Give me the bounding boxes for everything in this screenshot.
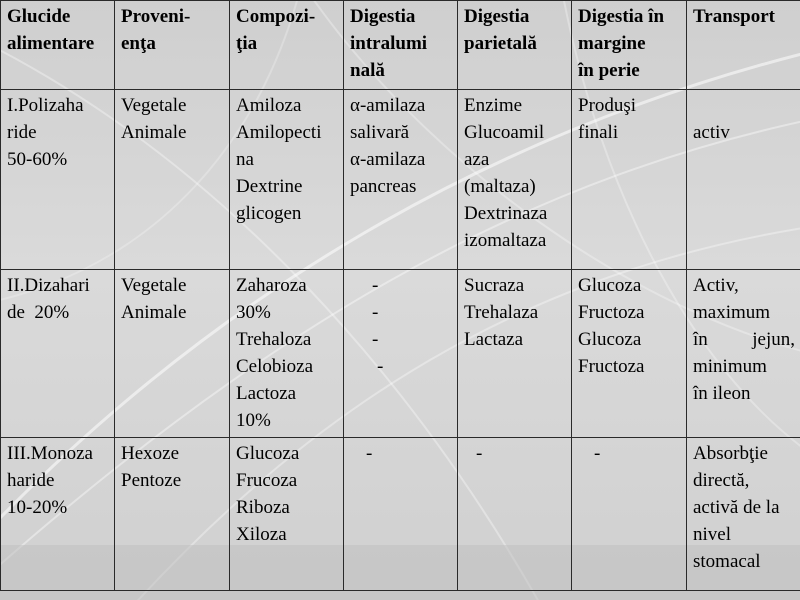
- cell-text: Produşi: [578, 95, 637, 116]
- cell-compozitia: [230, 270, 344, 438]
- cell-text: Absorbţie: [693, 443, 768, 464]
- cell-text: jejun,: [752, 329, 795, 350]
- header-text: nală: [350, 60, 385, 81]
- cell-digestia-intraluminala: [344, 90, 458, 270]
- cell-text: -: [366, 443, 373, 464]
- cell-text: Vegetale: [121, 275, 187, 296]
- cell-text: -: [372, 329, 379, 350]
- header-cell-compozitia: [230, 1, 344, 90]
- cell-compozitia: [230, 438, 344, 591]
- cell-provenienta: [115, 438, 230, 591]
- cell-text: Xiloza: [236, 524, 287, 545]
- header-text: ţia: [236, 33, 258, 54]
- cell-text: Lactaza: [464, 329, 524, 350]
- cell-text: nivel: [693, 524, 731, 545]
- cell-text: Celobioza: [236, 356, 314, 377]
- header-cell-digestia-margine: [572, 1, 687, 90]
- cell-text: Glucoza: [578, 275, 642, 296]
- table-row-monozaharide: [1, 438, 800, 591]
- header-text: Proveni-: [121, 6, 191, 27]
- cell-text: -: [476, 443, 483, 464]
- cell-text: Trehalaza: [464, 302, 539, 323]
- cell-text-justified: [693, 326, 795, 353]
- cell-text: Zaharoza: [236, 275, 307, 296]
- table-header-row: [1, 1, 800, 90]
- cell-text: ride: [7, 122, 37, 143]
- cell-text: Animale: [121, 302, 187, 323]
- cell-digestia-margine: [572, 438, 687, 591]
- header-text: Digestia: [350, 6, 416, 27]
- cell-text: α-amilaza: [350, 149, 426, 170]
- cell-text: Lactoza: [236, 383, 297, 404]
- header-text: Transport: [693, 6, 775, 27]
- cell-text: finali: [578, 122, 619, 143]
- cell-text: activă de la: [693, 497, 780, 518]
- cell-digestia-margine: [572, 270, 687, 438]
- cell-text: -: [372, 302, 379, 323]
- cell-text: Sucraza: [464, 275, 525, 296]
- header-text: Digestia: [464, 6, 530, 27]
- cell-text: directă,: [693, 470, 750, 491]
- cell-text: Fructoza: [578, 302, 645, 323]
- header-text: Digestia în: [578, 6, 665, 27]
- cell-text: Frucoza: [236, 470, 298, 491]
- cell-text: în ileon: [693, 383, 751, 404]
- cell-text: 10%: [236, 410, 271, 431]
- cell-transport: [687, 270, 800, 438]
- cell-text: -: [377, 356, 384, 377]
- cell-glucide: [1, 270, 115, 438]
- cell-glucide: [1, 438, 115, 591]
- cell-text: Trehaloza: [236, 329, 312, 350]
- header-cell-digestia-parietala: [458, 1, 572, 90]
- cell-text: pancreas: [350, 176, 417, 197]
- header-text: Compozi-: [236, 6, 316, 27]
- header-text: enţa: [121, 33, 156, 54]
- cell-text: Dextrinaza: [464, 203, 548, 224]
- header-cell-transport: [687, 1, 800, 90]
- header-text: alimentare: [7, 33, 95, 54]
- cell-text: Amiloza: [236, 95, 302, 116]
- cell-text: maximum: [693, 302, 771, 323]
- cell-text: Animale: [121, 122, 187, 143]
- cell-text: Glucoza: [578, 329, 642, 350]
- cell-digestia-parietala: [458, 270, 572, 438]
- cell-text: aza: [464, 149, 490, 170]
- cell-text: izomaltaza: [464, 230, 547, 251]
- cell-text: glicogen: [236, 203, 302, 224]
- cell-text: α-amilaza: [350, 95, 426, 116]
- cell-transport: [687, 438, 800, 591]
- cell-text: haride: [7, 470, 55, 491]
- cell-text: Dextrine: [236, 176, 303, 197]
- cell-text: II.Dizahari: [7, 275, 90, 296]
- cell-text: Riboza: [236, 497, 290, 518]
- cell-compozitia: [230, 90, 344, 270]
- cell-text: Enzime: [464, 95, 523, 116]
- cell-text: -: [372, 275, 379, 296]
- cell-text: na: [236, 149, 254, 170]
- cell-digestia-parietala: [458, 438, 572, 591]
- cell-text: Fructoza: [578, 356, 645, 377]
- cell-text: Activ,: [693, 275, 739, 296]
- cell-glucide: [1, 90, 115, 270]
- cell-text: salivară: [350, 122, 410, 143]
- cell-digestia-margine: [572, 90, 687, 270]
- header-text: parietală: [464, 33, 537, 54]
- table-row-polizaharide: [1, 90, 800, 270]
- cell-text: activ: [693, 122, 730, 143]
- cell-text: III.Monoza: [7, 443, 93, 464]
- cell-text: I.Polizaha: [7, 95, 84, 116]
- cell-transport: [687, 90, 800, 270]
- cell-text: Pentoze: [121, 470, 182, 491]
- cell-digestia-intraluminala: [344, 438, 458, 591]
- cell-digestia-parietala: [458, 90, 572, 270]
- cell-provenienta: [115, 90, 230, 270]
- header-text: în perie: [578, 60, 640, 81]
- cell-text: Glucoza: [236, 443, 300, 464]
- header-cell-digestia-intraluminala: [344, 1, 458, 90]
- header-text: intralumi: [350, 33, 428, 54]
- header-cell-glucide: [1, 1, 115, 90]
- header-cell-provenienta: [115, 1, 230, 90]
- cell-text: de 20%: [7, 302, 70, 323]
- table-row-dizaharide: [1, 270, 800, 438]
- cell-text: minimum: [693, 356, 767, 377]
- cell-text: -: [594, 443, 601, 464]
- header-text: margine: [578, 33, 646, 54]
- cell-text: Hexoze: [121, 443, 180, 464]
- cell-text: Vegetale: [121, 95, 187, 116]
- header-text: Glucide: [7, 6, 71, 27]
- cell-text: stomacal: [693, 551, 761, 572]
- cell-text: 30%: [236, 302, 271, 323]
- cell-digestia-intraluminala: [344, 270, 458, 438]
- cell-provenienta: [115, 270, 230, 438]
- cell-text: în: [693, 329, 708, 350]
- cell-text: 10-20%: [7, 497, 68, 518]
- cell-text: Amilopecti: [236, 122, 322, 143]
- cell-text: (maltaza): [464, 176, 536, 197]
- cell-text: Glucoamil: [464, 122, 545, 143]
- cell-text: 50-60%: [7, 149, 68, 170]
